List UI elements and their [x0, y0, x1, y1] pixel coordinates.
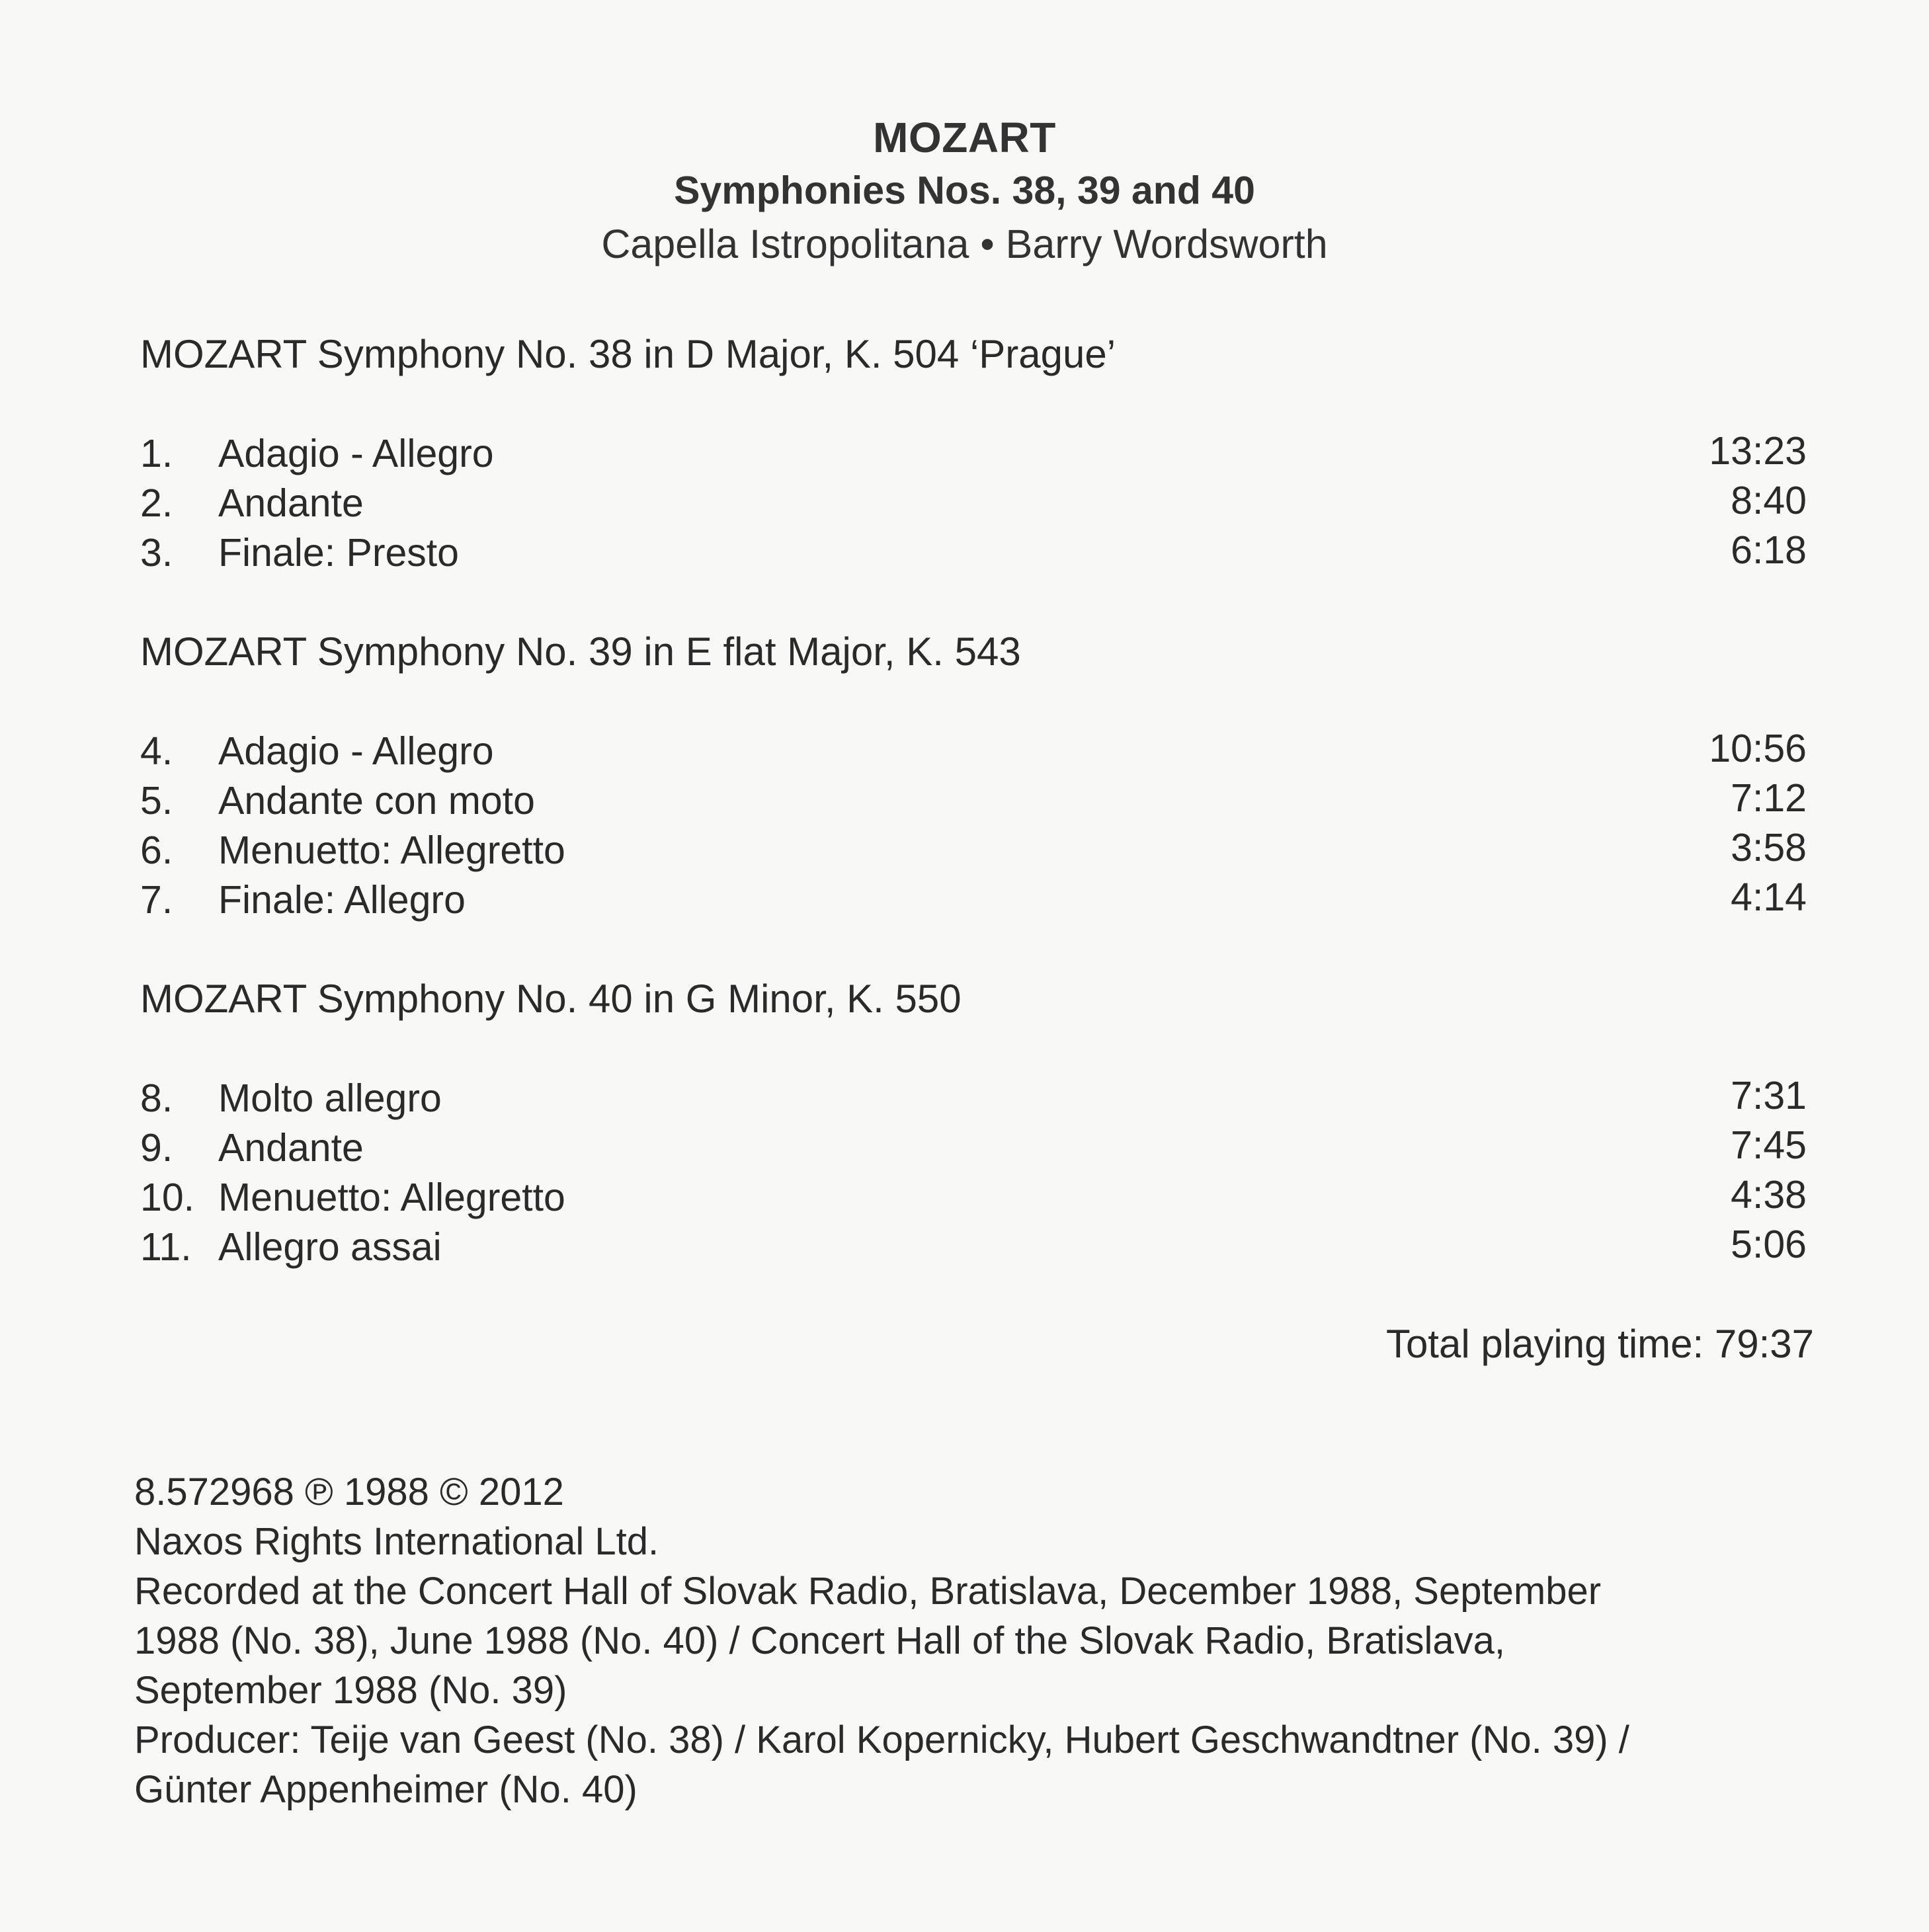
track-number: 6. [140, 828, 173, 872]
recording-line: Recorded at the Concert Hall of Slovak Radio, Bratislava, December 1988, September [134, 1570, 1602, 1613]
track-title: Molto allegro [218, 1076, 442, 1120]
track-title: Andante [218, 481, 364, 525]
track-number: 11. [140, 1225, 192, 1269]
track-title: Andante con moto [218, 779, 535, 823]
track-row [140, 727, 1807, 776]
track-row [140, 429, 1807, 479]
track-row [140, 1123, 1807, 1173]
track-number: 10. [140, 1176, 195, 1219]
track-duration: 8:40 [1731, 479, 1807, 522]
performers-line: Capella Istropolitana • Barry Wordsworth [601, 221, 1328, 266]
track-duration: 7:12 [1731, 776, 1807, 820]
track-title: Adagio - Allegro [218, 432, 494, 475]
composer-heading: MOZART [873, 114, 1056, 161]
symphony-40-heading: MOZART Symphony No. 40 in G Minor, K. 550 [140, 977, 962, 1021]
recording-line: 1988 (No. 38), June 1988 (No. 40) / Concert Hall of the Slovak Radio, Bratislava, [134, 1619, 1505, 1662]
track-title: Allegro assai [218, 1225, 442, 1269]
track-number: 1. [140, 432, 173, 475]
track-number: 7. [140, 878, 173, 922]
track-row [140, 875, 1807, 925]
track-row [140, 528, 1807, 578]
track-duration: 4:14 [1731, 875, 1807, 919]
catalog-line: 8.572968 ℗ 1988 © 2012 [134, 1470, 564, 1513]
track-row [140, 826, 1807, 875]
track-duration: 6:18 [1731, 528, 1807, 572]
track-number: 2. [140, 481, 173, 525]
track-title: Andante [218, 1126, 364, 1170]
track-duration: 5:06 [1731, 1223, 1807, 1266]
track-duration: 10:56 [1709, 727, 1807, 770]
track-duration: 3:58 [1731, 826, 1807, 869]
symphony-38-heading: MOZART Symphony No. 38 in D Major, K. 504 ‘Prague’ [140, 332, 1116, 376]
track-number: 5. [140, 779, 173, 823]
symphony-39-heading: MOZART Symphony No. 39 in E flat Major, K. 543 [140, 629, 1021, 674]
album-title: Symphonies Nos. 38, 39 and 40 [674, 169, 1255, 212]
track-row [140, 1074, 1807, 1123]
track-title: Menuetto: Allegretto [218, 828, 565, 872]
track-title: Menuetto: Allegretto [218, 1176, 565, 1219]
track-number: 8. [140, 1076, 173, 1120]
track-number: 4. [140, 729, 173, 773]
track-row [140, 1173, 1807, 1223]
total-playing-time: Total playing time: 79:37 [1385, 1322, 1814, 1366]
track-number: 9. [140, 1126, 173, 1170]
track-number: 3. [140, 531, 173, 575]
track-title: Finale: Presto [218, 531, 459, 575]
producer-line: Producer: Teije van Geest (No. 38) / Karol Kopernicky, Hubert Geschwandtner (No. 39) / [134, 1718, 1629, 1761]
track-duration: 7:45 [1731, 1123, 1807, 1167]
track-row [140, 1223, 1807, 1272]
label-line: Naxos Rights International Ltd. [134, 1520, 659, 1563]
producer-line: Günter Appenheimer (No. 40) [134, 1768, 637, 1811]
track-duration: 4:38 [1731, 1173, 1807, 1217]
track-title: Finale: Allegro [218, 878, 466, 922]
track-duration: 7:31 [1731, 1074, 1807, 1117]
credits-block [134, 1467, 1867, 1814]
track-title: Adagio - Allegro [218, 729, 494, 773]
track-row [140, 776, 1807, 826]
recording-line: September 1988 (No. 39) [134, 1669, 567, 1712]
track-row [140, 479, 1807, 528]
track-duration: 13:23 [1709, 429, 1807, 473]
